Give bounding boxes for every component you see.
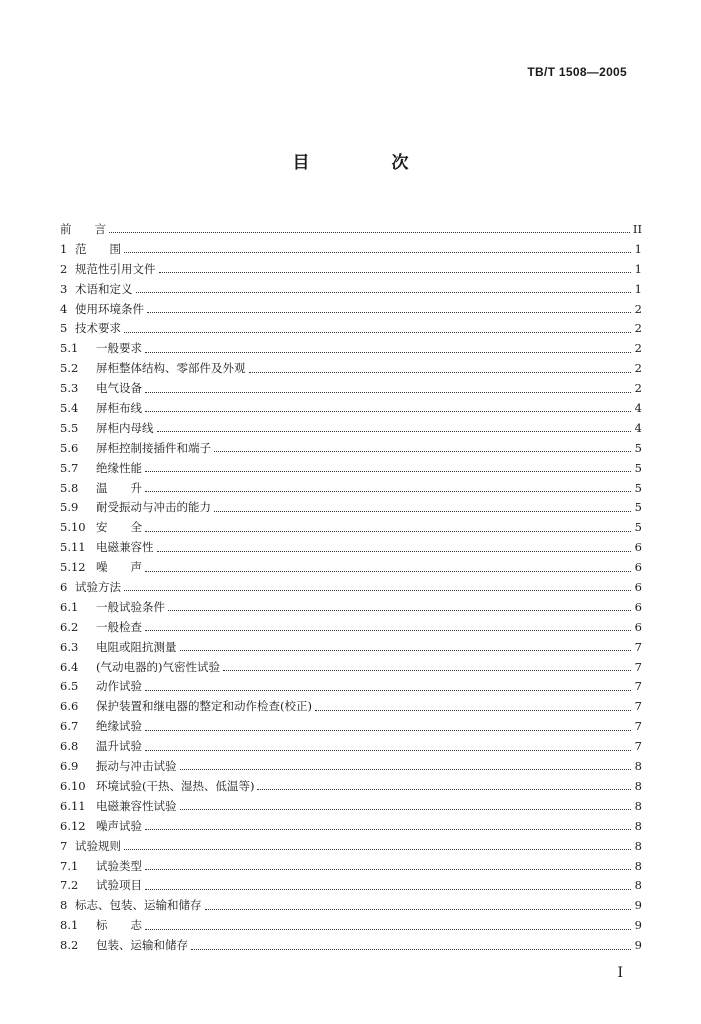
toc-entry (60, 896, 642, 916)
toc-entry-number: 1 (60, 241, 68, 256)
toc-entry-page: 1 (634, 241, 642, 256)
toc-entry (60, 498, 642, 518)
toc-entry-number: 3 (60, 281, 68, 296)
toc-dot-leader (145, 730, 631, 731)
toc-entry (60, 538, 642, 558)
toc-dot-leader (145, 471, 631, 472)
toc-entry-number: 6.3 (60, 639, 79, 654)
toc-entry-number: 5 (60, 321, 68, 336)
toc-entry-label: 噪声试验 (96, 818, 142, 833)
toc-entry (60, 916, 642, 936)
toc-entry-page: 1 (634, 261, 642, 276)
toc-entry-page: 2 (634, 381, 642, 396)
toc-dot-leader (157, 551, 632, 552)
toc-entry (60, 717, 642, 737)
toc-dot-leader (145, 352, 631, 353)
toc-entry-label: 屏柜布线 (96, 401, 142, 416)
toc-entry (60, 319, 642, 339)
toc-entry-number: 5.11 (60, 540, 86, 555)
toc-entry-page: 7 (634, 659, 642, 674)
toc-list (60, 220, 642, 956)
toc-dot-leader (145, 869, 631, 870)
toc-entry (60, 658, 642, 678)
toc-dot-leader (109, 232, 630, 233)
toc-entry-page: 7 (634, 639, 642, 654)
toc-dot-leader (168, 610, 631, 611)
toc-dot-leader (124, 849, 631, 850)
toc-entry-page: 8 (634, 838, 642, 853)
toc-entry-page: 4 (634, 420, 642, 435)
toc-entry-number: 6.4 (60, 659, 79, 674)
toc-entry-label: 规范性引用文件 (75, 261, 156, 276)
toc-entry-number: 5.2 (60, 361, 79, 376)
toc-entry-label: 温 升 (96, 480, 142, 495)
toc-dot-leader (214, 511, 631, 512)
toc-entry-label: 使用环境条件 (75, 301, 144, 316)
toc-entry (60, 399, 642, 419)
toc-entry-page: 5 (634, 520, 642, 535)
toc-entry (60, 280, 642, 300)
toc-entry-page: 4 (634, 401, 642, 416)
toc-entry-label: 术语和定义 (75, 281, 133, 296)
toc-entry-label: 振动与冲击试验 (96, 759, 177, 774)
toc-entry-label: 电磁兼容性 (96, 540, 154, 555)
toc-entry-page: 8 (634, 798, 642, 813)
toc-entry (60, 260, 642, 280)
toc-entry-page: 6 (634, 540, 642, 555)
toc-entry-number: 6.6 (60, 699, 79, 714)
toc-dot-leader (136, 292, 632, 293)
toc-entry-number: 5.12 (60, 560, 86, 575)
standard-code: TB/T 1508—2005 (527, 65, 627, 79)
toc-entry (60, 220, 642, 240)
toc-entry-label: 标志、包装、运输和储存 (75, 898, 202, 913)
toc-entry (60, 837, 642, 857)
toc-entry-label: 环境试验(干热、湿热、低温等) (96, 778, 255, 793)
toc-entry-page: 2 (634, 361, 642, 376)
toc-dot-leader (145, 411, 631, 412)
toc-dot-leader (145, 531, 631, 532)
toc-entry-number: 5.5 (60, 420, 79, 435)
toc-entry-label: 试验项目 (96, 878, 142, 893)
toc-entry-page: 8 (634, 759, 642, 774)
toc-entry-page: 2 (634, 301, 642, 316)
toc-dot-leader (205, 909, 632, 910)
toc-entry-number: 4 (60, 301, 68, 316)
toc-entry-page: 2 (634, 341, 642, 356)
toc-entry-label: 屏柜内母线 (96, 420, 154, 435)
toc-entry-page: 6 (634, 560, 642, 575)
toc-dot-leader (249, 372, 632, 373)
toc-entry-page: 9 (634, 918, 642, 933)
toc-entry-number: 6.10 (60, 778, 86, 793)
toc-dot-leader (159, 272, 632, 273)
toc-entry (60, 857, 642, 877)
toc-entry (60, 300, 642, 320)
toc-entry-number: 7.2 (60, 878, 79, 893)
toc-entry-page: 5 (634, 460, 642, 475)
toc-entry-label: 电阻或阻抗测量 (96, 639, 177, 654)
toc-dot-leader (180, 809, 632, 810)
toc-entry-label: 前 言 (60, 222, 106, 236)
toc-entry-label: 保护装置和继电器的整定和动作检查(校正) (96, 699, 312, 714)
toc-entry-page: 6 (634, 599, 642, 614)
toc-entry (60, 777, 642, 797)
toc-entry-label: 一般检查 (96, 619, 142, 634)
toc-entry (60, 558, 642, 578)
toc-entry (60, 936, 642, 956)
toc-entry-page: 8 (634, 878, 642, 893)
toc-entry-label: 试验类型 (96, 858, 142, 873)
toc-entry (60, 697, 642, 717)
toc-entry-number: 5.8 (60, 480, 79, 495)
toc-dot-leader (145, 491, 631, 492)
toc-entry-page: 8 (634, 778, 642, 793)
toc-entry-number: 6.9 (60, 759, 79, 774)
toc-entry-number: 5.6 (60, 440, 79, 455)
toc-entry-page: 5 (634, 500, 642, 515)
toc-entry-label: 绝缘试验 (96, 719, 142, 734)
toc-entry-number: 8 (60, 898, 68, 913)
toc-entry-number: 6.11 (60, 798, 86, 813)
toc-entry-page: 9 (634, 938, 642, 953)
toc-entry-number: 5.1 (60, 341, 79, 356)
toc-entry-number: 5.9 (60, 500, 79, 515)
toc-entry (60, 240, 642, 260)
toc-entry-number: 5.3 (60, 381, 79, 396)
toc-entry-number: 5.7 (60, 460, 79, 475)
toc-dot-leader (124, 252, 631, 253)
toc-entry-page: II (632, 222, 642, 236)
toc-entry-label: 耐受振动与冲击的能力 (96, 500, 211, 515)
toc-dot-leader (145, 392, 631, 393)
toc-title: 目 次 (292, 153, 447, 173)
toc-entry (60, 737, 642, 757)
toc-entry-label: 电磁兼容性试验 (96, 798, 177, 813)
toc-entry (60, 339, 642, 359)
toc-entry-number: 7 (60, 838, 68, 853)
toc-dot-leader (223, 670, 631, 671)
toc-entry (60, 578, 642, 598)
toc-entry-page: 7 (634, 719, 642, 734)
toc-entry-number: 6.2 (60, 619, 79, 634)
toc-entry-label: 试验方法 (75, 580, 121, 595)
toc-entry (60, 677, 642, 697)
toc-entry (60, 419, 642, 439)
toc-entry (60, 359, 642, 379)
toc-entry-number: 2 (60, 261, 68, 276)
toc-entry-label: 动作试验 (96, 679, 142, 694)
toc-entry-label: 试验规则 (75, 838, 121, 853)
toc-entry (60, 876, 642, 896)
toc-dot-leader (147, 312, 631, 313)
toc-entry-label: 包装、运输和储存 (96, 938, 188, 953)
toc-dot-leader (145, 750, 631, 751)
toc-entry (60, 757, 642, 777)
toc-entry-page: 1 (634, 281, 642, 296)
toc-entry-label: 电气设备 (96, 381, 142, 396)
toc-dot-leader (124, 590, 631, 591)
toc-entry (60, 618, 642, 638)
toc-entry-label: 绝缘性能 (96, 460, 142, 475)
toc-dot-leader (180, 769, 632, 770)
toc-entry-label: 噪 声 (96, 560, 142, 575)
toc-entry-number: 8.2 (60, 938, 79, 953)
toc-entry-label: 屏柜整体结构、零部件及外观 (96, 361, 246, 376)
toc-entry (60, 479, 642, 499)
toc-entry (60, 797, 642, 817)
toc-dot-leader (214, 451, 631, 452)
toc-entry-label: 温升试验 (96, 739, 142, 754)
toc-dot-leader (180, 650, 632, 651)
toc-dot-leader (145, 630, 631, 631)
toc-entry-page: 8 (634, 858, 642, 873)
toc-entry-page: 6 (634, 580, 642, 595)
toc-entry-number: 5.4 (60, 401, 79, 416)
toc-entry-page: 9 (634, 898, 642, 913)
toc-entry-page: 7 (634, 739, 642, 754)
toc-entry (60, 439, 642, 459)
toc-dot-leader (145, 929, 631, 930)
toc-entry-page: 6 (634, 619, 642, 634)
toc-entry (60, 518, 642, 538)
toc-entry-number: 6.7 (60, 719, 79, 734)
toc-entry (60, 598, 642, 618)
toc-dot-leader (257, 789, 631, 790)
toc-entry-number: 6.12 (60, 818, 86, 833)
toc-entry-label: 技术要求 (75, 321, 121, 336)
toc-dot-leader (145, 571, 631, 572)
toc-entry-label: 安 全 (96, 520, 142, 535)
toc-entry (60, 817, 642, 837)
toc-dot-leader (191, 949, 631, 950)
toc-dot-leader (315, 710, 631, 711)
toc-dot-leader (145, 889, 631, 890)
toc-entry-label: 一般要求 (96, 341, 142, 356)
toc-entry-number: 7.1 (60, 858, 79, 873)
toc-entry (60, 638, 642, 658)
toc-entry-number: 5.10 (60, 520, 86, 535)
toc-entry-label: 范 围 (75, 241, 121, 256)
toc-entry (60, 379, 642, 399)
toc-entry-number: 8.1 (60, 918, 79, 933)
toc-entry-label: (气动电器的)气密性试验 (96, 659, 220, 674)
toc-entry-number: 6 (60, 580, 68, 595)
toc-entry-label: 屏柜控制接插件和端子 (96, 440, 211, 455)
toc-entry-number: 6.5 (60, 679, 79, 694)
toc-entry-number: 6.1 (60, 599, 79, 614)
page-number: I (617, 965, 623, 981)
toc-entry-page: 5 (634, 440, 642, 455)
toc-dot-leader (157, 431, 632, 432)
toc-dot-leader (145, 690, 631, 691)
toc-entry-page: 5 (634, 480, 642, 495)
toc-entry-page: 8 (634, 818, 642, 833)
toc-entry-label: 标 志 (96, 918, 142, 933)
toc-entry-page: 7 (634, 679, 642, 694)
toc-entry-page: 2 (634, 321, 642, 336)
toc-dot-leader (124, 332, 631, 333)
toc-entry-label: 一般试验条件 (96, 599, 165, 614)
toc-entry (60, 459, 642, 479)
toc-entry-page: 7 (634, 699, 642, 714)
toc-entry-number: 6.8 (60, 739, 79, 754)
toc-dot-leader (145, 829, 631, 830)
